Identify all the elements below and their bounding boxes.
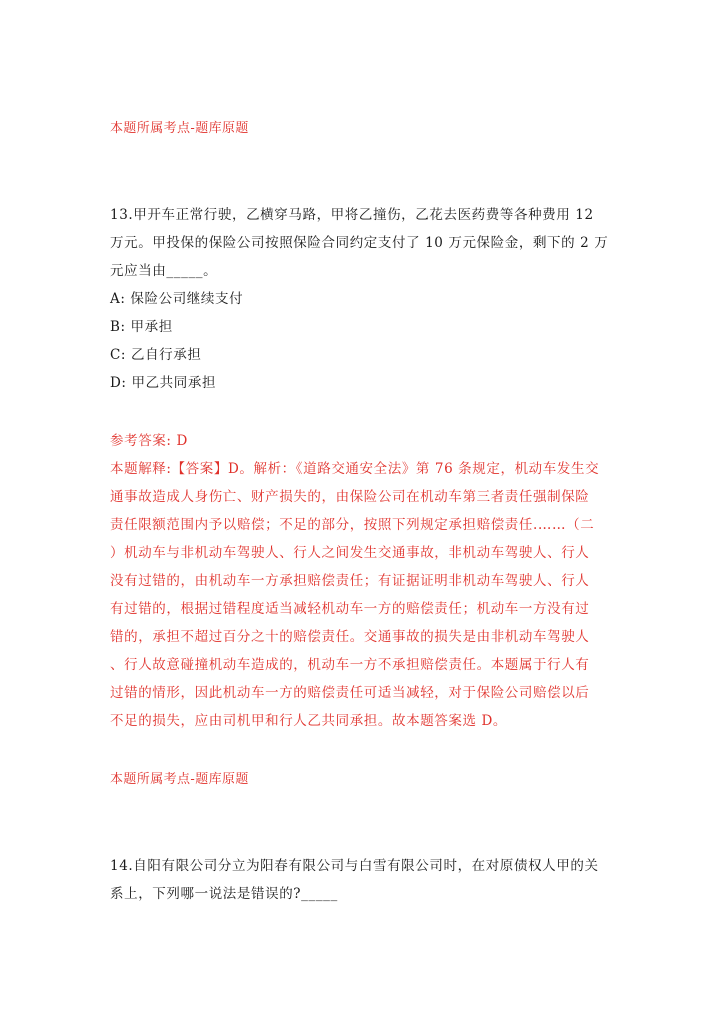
q13-text-line-2: 万元。甲投保的保险公司按照保险合同约定支付了 10 万元保险金，剩下的 2 万: [110, 235, 609, 251]
q13-text-line-1: 13.甲开车正常行驶，乙横穿马路，甲将乙撞伤，乙花去医药费等各种费用 12: [110, 207, 594, 223]
q13-explanation-line-1: 本题解释:【答案】D。解析：《道路交通安全法》第 76 条规定，机动车发生交: [110, 461, 600, 477]
q13-explanation-line-8: 、行人故意碰撞机动车造成的，机动车一方不承担赔偿责任。本题属于行人有: [110, 657, 590, 673]
q13-answer: 参考答案: D: [110, 433, 188, 449]
q13-option-c: C: 乙自行承担: [110, 347, 202, 363]
q13-explanation-line-5: 没有过错的，由机动车一方承担赔偿责任；有证据证明非机动车驾驶人、行人: [110, 573, 590, 589]
q13-text-line-3: 元应当由_____。: [110, 263, 218, 279]
q13-explanation-line-2: 通事故造成人身伤亡、财产损失的，由保险公司在机动车第三者责任强制保险: [110, 489, 590, 505]
q13-explanation-line-10: 不足的损失，应由司机甲和行人乙共同承担。故本题答案选 D。: [110, 713, 508, 729]
q14-text-line-2: 系上，下列哪一说法是错误的?_____: [110, 886, 338, 902]
q13-explanation-line-9: 过错的情形，因此机动车一方的赔偿责任可适当减轻，对于保险公司赔偿以后: [110, 685, 590, 701]
q13-option-b: B: 甲承担: [110, 319, 173, 335]
q14-text-line-1: 14.自阳有限公司分立为阳春有限公司与白雪有限公司时，在对原债权人甲的关: [110, 858, 599, 874]
q13-source-tag: 本题所属考点-题库原题: [110, 772, 249, 787]
q13-option-a: A: 保险公司继续支付: [110, 291, 244, 307]
q13-explanation-line-6: 有过错的，根据过错程度适当减轻机动车一方的赔偿责任；机动车一方没有过: [110, 601, 590, 617]
q13-option-d: D: 甲乙共同承担: [110, 375, 217, 391]
q13-explanation-line-3: 责任限额范围内予以赔偿；不足的部分，按照下列规定承担赔偿责任.……（二: [110, 517, 595, 533]
q13-explanation-line-7: 错的，承担不超过百分之十的赔偿责任。交通事故的损失是由非机动车驾驶人: [110, 629, 590, 645]
source-tag-top: 本题所属考点-题库原题: [110, 121, 249, 136]
q13-explanation-line-4: ）机动车与非机动车驾驶人、行人之间发生交通事故，非机动车驾驶人、行人: [110, 545, 590, 561]
